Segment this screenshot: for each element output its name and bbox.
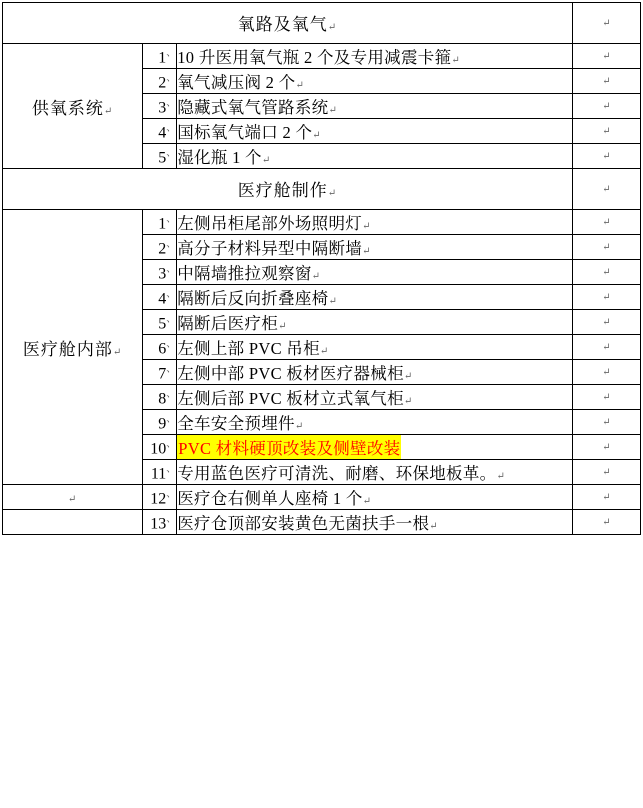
row-number: 3、 xyxy=(143,260,177,285)
section-title-mark: ↵ xyxy=(327,188,338,199)
row-description: 中隔墙推拉观察窗↵ xyxy=(177,260,573,285)
row-number: 7、 xyxy=(143,360,177,385)
row-description: 医疗仓顶部安装黄色无菌扶手一根↵ xyxy=(177,510,573,535)
row-number: 1、 xyxy=(143,210,177,235)
row-note: ↵ xyxy=(572,285,640,310)
row-description: 隔断后医疗柜↵ xyxy=(177,310,573,335)
row-number: 2、 xyxy=(143,69,177,94)
equipment-table xyxy=(2,2,641,535)
section-title-cell xyxy=(3,169,573,210)
row-note: ↵ xyxy=(572,385,640,410)
row-note: ↵ xyxy=(572,310,640,335)
row-description: 左侧后部 PVC 板材立式氧气柜↵ xyxy=(177,385,573,410)
category-mark: ↵ xyxy=(112,346,123,358)
row-note: ↵ xyxy=(572,435,640,460)
category-mark: ↵ xyxy=(103,105,114,117)
row-description xyxy=(177,435,573,460)
row-note: ↵ xyxy=(572,460,640,485)
row-number: 9、 xyxy=(143,410,177,435)
row-number: 11、 xyxy=(143,460,177,485)
row-note: ↵ xyxy=(572,410,640,435)
row-note: ↵ xyxy=(572,210,640,235)
category-cell-empty: ↵ xyxy=(3,485,143,510)
row-note: ↵ xyxy=(572,144,640,169)
table-row xyxy=(3,44,641,69)
row-description: 左侧中部 PVC 板材医疗器械柜↵ xyxy=(177,360,573,385)
section-title-text: 氧路及氧气 xyxy=(237,15,328,34)
section-title-cell xyxy=(3,3,573,44)
table-row xyxy=(3,485,641,510)
category-cell-cabin xyxy=(3,210,143,485)
row-number: 4、 xyxy=(143,285,177,310)
row-number: 2、 xyxy=(143,235,177,260)
row-number: 12、 xyxy=(143,485,177,510)
row-description: 氧气减压阀 2 个↵ xyxy=(177,69,573,94)
row-note: ↵ xyxy=(572,94,640,119)
section-header-row xyxy=(3,3,641,44)
table-row xyxy=(3,510,641,535)
section-title-text: 医疗舱制作 xyxy=(237,181,328,200)
row-description: 专用蓝色医疗可清洗、耐磨、环保地板革。↵ xyxy=(177,460,573,485)
section-note-cell: ↵ xyxy=(572,3,640,44)
row-note: ↵ xyxy=(572,44,640,69)
row-note: ↵ xyxy=(572,335,640,360)
table-row xyxy=(3,210,641,235)
row-description: 隔断后反向折叠座椅↵ xyxy=(177,285,573,310)
row-number: 4、 xyxy=(143,119,177,144)
row-description: 隐藏式氧气管路系统↵ xyxy=(177,94,573,119)
row-note: ↵ xyxy=(572,119,640,144)
row-description: 国标氧气端口 2 个↵ xyxy=(177,119,573,144)
row-note: ↵ xyxy=(572,260,640,285)
row-note: ↵ xyxy=(572,69,640,94)
section-title-mark: ↵ xyxy=(327,22,338,33)
row-note: ↵ xyxy=(572,510,640,535)
row-number: 8、 xyxy=(143,385,177,410)
row-note: ↵ xyxy=(572,360,640,385)
row-number: 13、 xyxy=(143,510,177,535)
row-number: 1、 xyxy=(143,44,177,69)
row-description: 湿化瓶 1 个↵ xyxy=(177,144,573,169)
category-label: 医疗舱内部 xyxy=(22,339,113,359)
category-cell-empty xyxy=(3,510,143,535)
row-description: 高分子材料异型中隔断墙↵ xyxy=(177,235,573,260)
category-label: 供氧系统 xyxy=(31,98,104,118)
section-note-cell: ↵ xyxy=(572,169,640,210)
category-cell-oxygen xyxy=(3,44,143,169)
row-description: 10 升医用氧气瓶 2 个及专用减震卡箍↵ xyxy=(177,44,573,69)
row-description: 全车安全预埋件↵ xyxy=(177,410,573,435)
row-description: 左侧吊柜尾部外场照明灯↵ xyxy=(177,210,573,235)
row-description: 医疗仓右侧单人座椅 1 个↵ xyxy=(177,485,573,510)
row-number: 6、 xyxy=(143,335,177,360)
row-note: ↵ xyxy=(572,235,640,260)
row-number: 5、 xyxy=(143,310,177,335)
row-number: 5、 xyxy=(143,144,177,169)
row-number: 3、 xyxy=(143,94,177,119)
row-description: 左侧上部 PVC 吊柜↵ xyxy=(177,335,573,360)
section-header-row xyxy=(3,169,641,210)
row-note: ↵ xyxy=(572,485,640,510)
row-number: 10、 xyxy=(143,435,177,460)
highlighted-text: PVC 材料硬顶改装及侧壁改装 xyxy=(177,435,401,459)
